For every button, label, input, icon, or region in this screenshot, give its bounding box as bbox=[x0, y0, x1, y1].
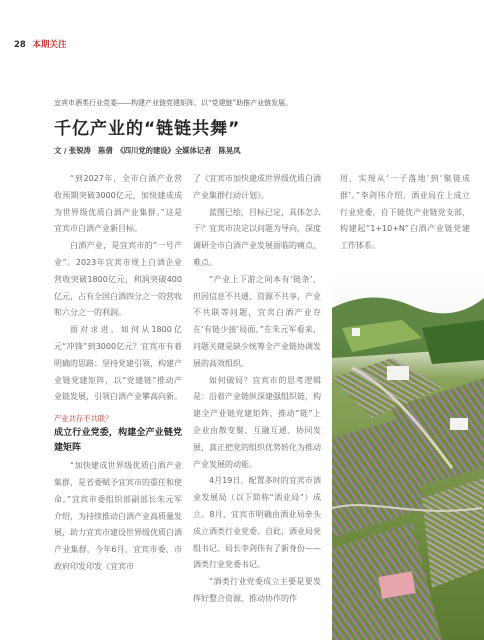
article-byline: 文 / 张锐涛 陈倩 《四川党的建设》全媒体记者 陈晃凤 bbox=[54, 146, 241, 155]
paragraph: 了《宜宾市加快建成世界级优质白酒产业集群行动计划》。 bbox=[193, 174, 321, 200]
paragraph: 白酒产业，是宜宾市的“一号产业”。2023年宜宾市规上白酒企业营收突破1800亿元，利润突破400亿元，占有全国白酒四分之一的营收和六分之一的利润。 bbox=[54, 241, 182, 318]
paragraph: 用，实现从‘一子落地’到‘聚链成群’。”李剑伟介绍，酒业局在上成立行业党委，自下链优产业链党支部，构建起“1+10+N”白酒产业链党建工作体系。 bbox=[340, 174, 470, 251]
paragraph: 面对求进，如何从1800亿元“冲锋”到3000亿元？宜宾市有着明确的思路：坚持党建引领，构建产业链党建矩阵，以“党建链”推动产业链发展，引领白酒产业攀高向新。 bbox=[54, 325, 182, 402]
subsection-heading: 成立行业党委，构建全产业链党建矩阵 bbox=[54, 428, 182, 454]
aerial-photo-svg bbox=[332, 268, 484, 640]
page-header bbox=[14, 38, 67, 50]
paragraph: 蓝图已绘，目标已定，具体怎么干？宜宾市决定以问题为导向，深度调研全市白酒产业发展面临的痛点、难点。 bbox=[193, 207, 321, 267]
aerial-vineyard-photo bbox=[332, 268, 484, 640]
paragraph: “酒类行业党委成立主要是要发挥好整合资源、推动协作的作 bbox=[193, 577, 321, 603]
paragraph: “到2027年，全市白酒产业营收预期突破3000亿元，加快建成成为世界级优质白酒产业集群。”这是宜宾市白酒产业新目标。 bbox=[54, 174, 182, 234]
subsection-kicker: 产业共存不共联？ bbox=[54, 414, 113, 424]
paragraph: “产业上下游之间本有‘链条’，但因信息不共通、资源不共享，产业不共联等问题，宜宾白酒产业存在‘有链少接’局面。”在朱元军看来，问题关键是缺少统筹全产业链协调发展的高效组织。 bbox=[193, 274, 321, 368]
paragraph: “加快建成世界级优质白酒产业集群，是省委赋予宜宾市的重任和使命。”宜宾市委组织部副部长朱元军介绍，为持续推动白酒产业高质量发展，助力宜宾市建设世界级优质白酒产业集群，今年6月，宜宾市委、市政府印发印发《宜宾市 bbox=[54, 461, 182, 571]
white-building-icon bbox=[387, 366, 409, 380]
paragraph: 如何破局？宜宾市的思考逻辑是：沿着产业链纵深建强组织链，构建全产业链党建矩阵，推动“链”上企业由散变聚、互融互通、协同发展，真正把党的组织优势转化为推动产业发展的动能。 bbox=[193, 375, 321, 469]
text-column-3 bbox=[340, 171, 470, 255]
text-column-1 bbox=[54, 171, 182, 576]
article-title: 千亿产业的“链链共舞” bbox=[54, 119, 241, 139]
paragraph: 4月19日，配置多时的宜宾市酒业发展局（以下简称“酒业局”）成立。8月，宜宾市明确由酒业局牵头成立酒类行业党委。自此，酒业局党组书记、局长李剑伟有了新身份——酒类行业党委书记。 bbox=[193, 476, 321, 570]
section-title: 本期关注 bbox=[32, 40, 67, 50]
page-number: 28 bbox=[14, 40, 26, 50]
article-lead: 宜宾市酒类行业党委——构建产业链党建矩阵，以“党建链”助推产业链发展。 bbox=[54, 99, 293, 107]
text-column-2 bbox=[193, 171, 321, 608]
